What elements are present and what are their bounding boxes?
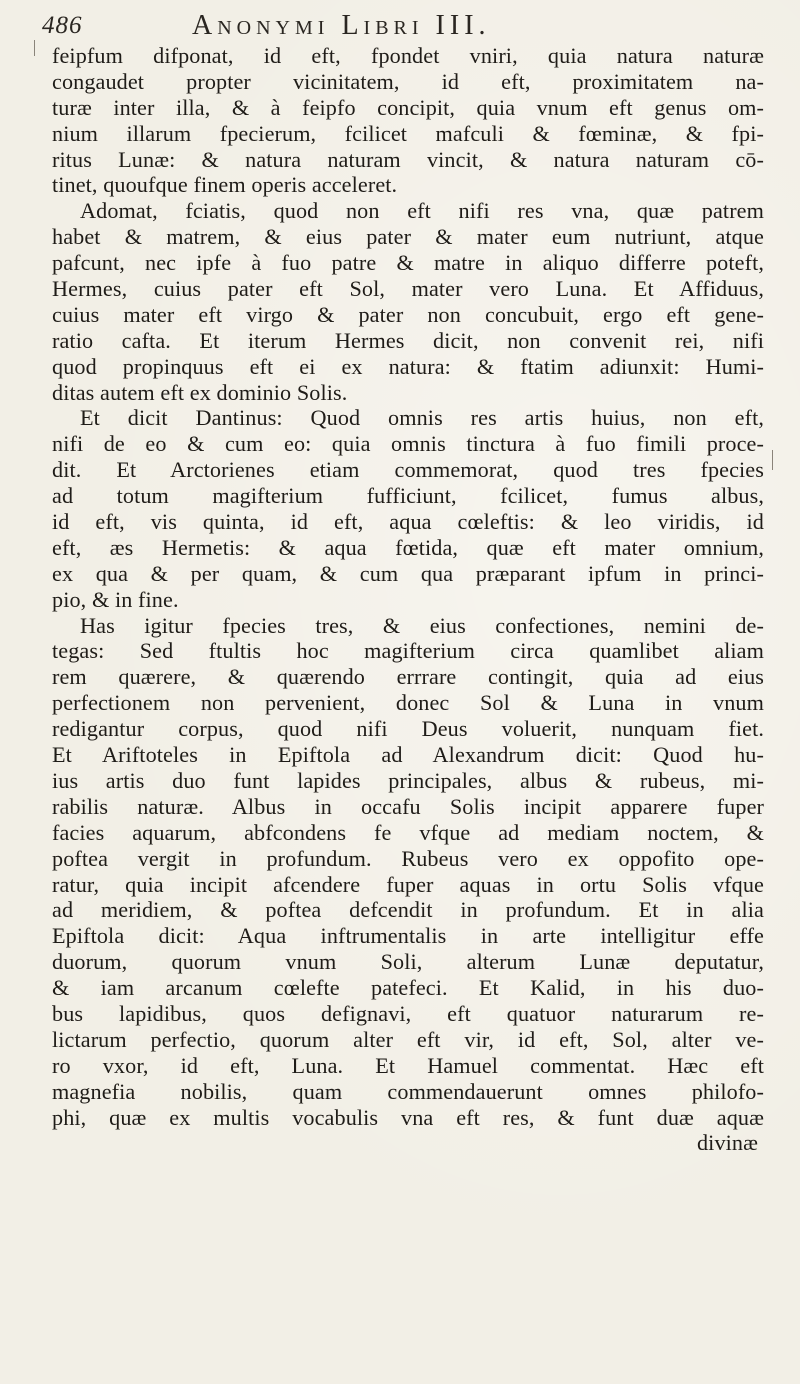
text-line: id eft, vis quinta, id eft, aqua cœleftis: & leo viridis, id — [52, 509, 764, 535]
text-line: Adomat, fciatis, quod non eft nifi res vna, quæ patrem — [80, 198, 764, 224]
text-line: Epiftola dicit: Aqua inftrumentalis in arte intelligitur effe — [52, 923, 764, 949]
body-text — [52, 43, 764, 1156]
running-head: Anonymi Libri III. — [192, 10, 491, 41]
text-line: rem quærere, & quærendo errrare contingit, quia ad eius — [52, 664, 764, 690]
text-line: bus lapidibus, quos defignavi, eft quatuor naturarum re- — [52, 1000, 764, 1026]
text-line: perfectionem non pervenient, donec Sol & Luna in vnum — [52, 690, 764, 716]
text-line: ius artis duo funt lapides principales, albus & rubeus, mi- — [52, 767, 764, 793]
text-line: ro vxor, id eft, Luna. Et Hamuel commentat. Hæc eft — [52, 1052, 764, 1078]
margin-mark — [34, 40, 35, 56]
text-line: pafcunt, nec ipfe à fuo patre & matre in aliquo differre poteft, — [52, 250, 764, 276]
text-line: cuius mater eft virgo & pater non concubuit, ergo eft gene- — [52, 301, 764, 327]
text-line: & iam arcanum cœlefte patefeci. Et Kalid, in his duo- — [52, 975, 764, 1001]
text-line: ritus Lunæ: & natura naturam vincit, & natura naturam cō- — [52, 146, 764, 172]
text-line: rabilis naturæ. Albus in occafu Solis incipit apparere fuper — [52, 793, 764, 819]
text-line: facies aquarum, abfcondens fe vfque ad mediam noctem, & — [52, 819, 764, 845]
text-line: dit. Et Arctorienes etiam commemorat, quod tres fpecies — [52, 457, 764, 483]
text-line: duorum, quorum vnum Soli, alterum Lunæ deputatur, — [52, 949, 764, 975]
text-line: ad totum magifterium fufficiunt, fcilicet, fumus albus, — [52, 483, 764, 509]
text-line: ditas autem eft ex dominio Solis. — [52, 379, 348, 405]
text-line: ratur, quia incipit afcendere fuper aquas in ortu Solis vfque — [52, 871, 764, 897]
catchword: divinæ — [696, 1130, 758, 1156]
text-line: turæ inter illa, & à feipfo concipit, quia vnum eft genus om- — [52, 94, 764, 120]
text-line: redigantur corpus, quod nifi Deus voluerit, nunquam fiet. — [52, 716, 764, 742]
text-line: congaudet propter vicinitatem, id eft, proximitatem na- — [52, 68, 764, 94]
text-line: magnefia nobilis, quam commendauerunt omnes philofo- — [52, 1078, 764, 1104]
text-line: tegas: Sed ftultis hoc magifterium circa quamlibet aliam — [52, 638, 764, 664]
margin-mark — [772, 450, 773, 470]
text-line: lictarum perfectio, quorum alter eft vir, id eft, Sol, alter ve- — [52, 1026, 764, 1052]
page-number: 486 — [42, 12, 83, 39]
text-line: nium illarum fpecierum, fcilicet mafculi & fœminæ, & fpi- — [52, 120, 764, 146]
text-line: phi, quæ ex multis vocabulis vna eft res, & funt duæ aquæ — [52, 1104, 764, 1130]
text-line: nifi de eo & cum eo: quia omnis tinctura à fuo fimili proce- — [52, 431, 764, 457]
text-line: pio, & in fine. — [52, 586, 179, 612]
text-line: Hermes, cuius pater eft Sol, mater vero Luna. Et Affiduus, — [52, 276, 764, 302]
text-line: poftea vergit in profundum. Rubeus vero ex oppofito ope- — [52, 845, 764, 871]
text-line: Et dicit Dantinus: Quod omnis res artis huius, non eft, — [80, 405, 764, 431]
text-line: quod propinquus eft ei ex natura: & ftatim adiunxit: Humi- — [52, 353, 764, 379]
text-line: Has igitur fpecies tres, & eius confectiones, nemini de- — [80, 612, 764, 638]
text-line: ex qua & per quam, & cum qua præparant ipfum in princi- — [52, 560, 764, 586]
text-line: feipfum difponat, id eft, fpondet vniri, quia natura naturæ — [52, 43, 764, 68]
text-line: ad meridiem, & poftea defcendit in profundum. Et in alia — [52, 897, 764, 923]
text-line: habet & matrem, & eius pater & mater eum nutriunt, atque — [52, 224, 764, 250]
text-line: eft, æs Hermetis: & aqua fœtida, quæ eft mater omnium, — [52, 534, 764, 560]
text-line: tinet, quoufque finem operis acceleret. — [52, 172, 398, 198]
text-line: Et Ariftoteles in Epiftola ad Alexandrum dicit: Quod hu- — [52, 742, 764, 768]
text-line: ratio cafta. Et iterum Hermes dicit, non convenit rei, nifi — [52, 327, 764, 353]
page-header — [42, 8, 742, 48]
